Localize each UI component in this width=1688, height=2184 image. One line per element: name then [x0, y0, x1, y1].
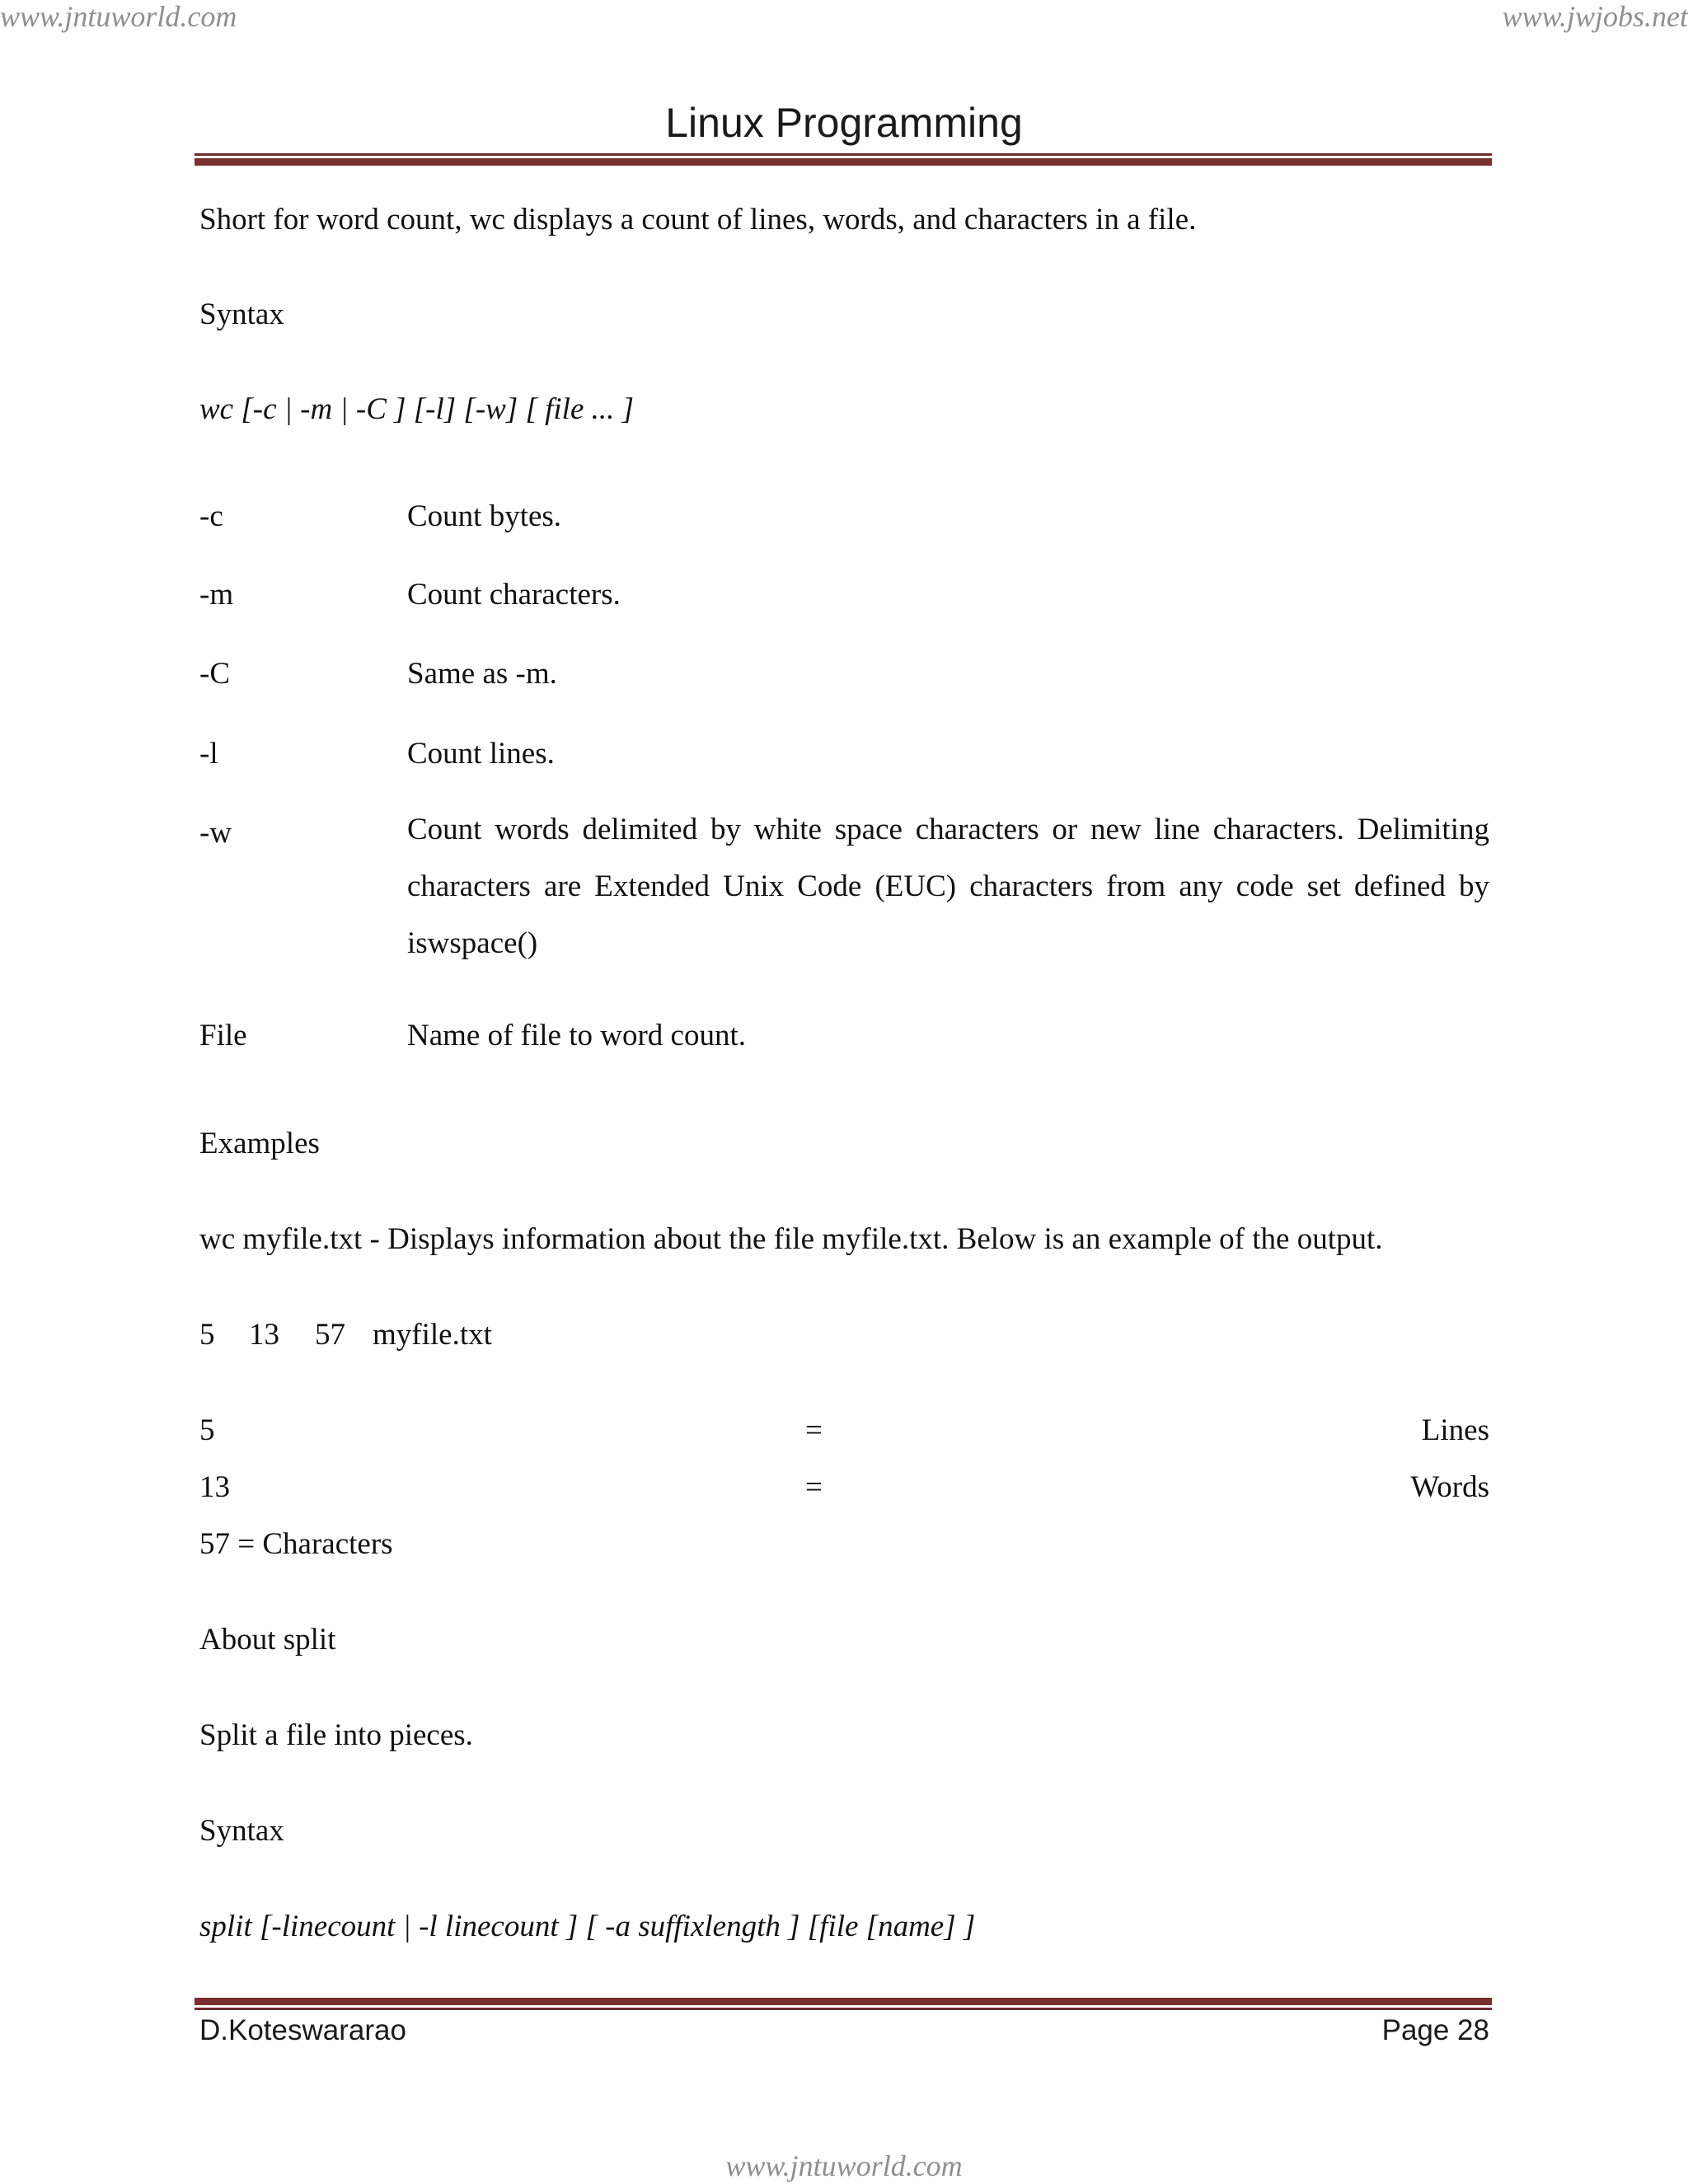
- count-label: Words: [1410, 1470, 1489, 1504]
- watermark-top-right: www.jwjobs.net: [1502, 0, 1688, 33]
- option-flag: -C: [199, 657, 230, 691]
- option-desc: Count bytes.: [407, 499, 562, 533]
- watermark-bottom: www.jntuworld.com: [725, 2149, 963, 2182]
- watermark-top-left: www.jntuworld.com: [0, 0, 237, 33]
- count-value: 5: [199, 1413, 215, 1447]
- option-flag: -c: [199, 499, 223, 533]
- page-header-title: Linux Programming: [665, 100, 1023, 146]
- split-syntax-heading: Syntax: [199, 1814, 284, 1848]
- header-rule: [195, 153, 1492, 166]
- option-desc: Same as -m.: [407, 657, 557, 691]
- option-flag: -w: [199, 816, 232, 850]
- output-file: myfile.txt: [373, 1318, 492, 1352]
- option-flag: -l: [199, 737, 218, 771]
- syntax-heading: Syntax: [199, 298, 284, 331]
- option-desc: Name of file to word count.: [407, 1019, 746, 1052]
- split-description: Split a file into pieces.: [199, 1718, 473, 1752]
- option-desc: Count lines.: [407, 737, 555, 771]
- equals-sign: =: [805, 1470, 823, 1504]
- page-number: Page 28: [1381, 2014, 1489, 2046]
- option-flag: -m: [199, 578, 234, 612]
- intro-paragraph: Short for word count, wc displays a count of lines, words, and characters in a file.: [199, 203, 1197, 237]
- characters-legend: 57 = Characters: [199, 1527, 393, 1561]
- examples-heading: Examples: [199, 1127, 320, 1160]
- footer-author: D.Koteswararao: [199, 2014, 406, 2046]
- option-desc: Count characters.: [407, 578, 621, 612]
- wc-syntax-line: wc [-c | -m | -C ] [-l] [-w] [ file ... ]: [199, 392, 635, 426]
- example-description: wc myfile.txt - Displays information about the file myfile.txt. Below is an example of the output.: [199, 1222, 1383, 1256]
- equals-sign: =: [805, 1413, 823, 1447]
- option-flag: File: [199, 1019, 247, 1052]
- count-value: 13: [199, 1470, 230, 1504]
- output-words: 13: [249, 1318, 279, 1352]
- footer-rule: [195, 1998, 1492, 2010]
- count-label: Lines: [1421, 1413, 1489, 1447]
- about-split-heading: About split: [199, 1623, 336, 1657]
- output-lines: 5: [199, 1318, 215, 1352]
- split-syntax-line: split [-linecount | -l linecount ] [ -a suffixlength ] [file [name] ]: [199, 1910, 976, 1943]
- option-desc: Count words delimited by white space characters or new line characters. Delimiting characters are Extended Unix Code (EUC) characters from any code set defined by iswspace(): [407, 813, 1489, 960]
- output-chars: 57: [315, 1318, 345, 1352]
